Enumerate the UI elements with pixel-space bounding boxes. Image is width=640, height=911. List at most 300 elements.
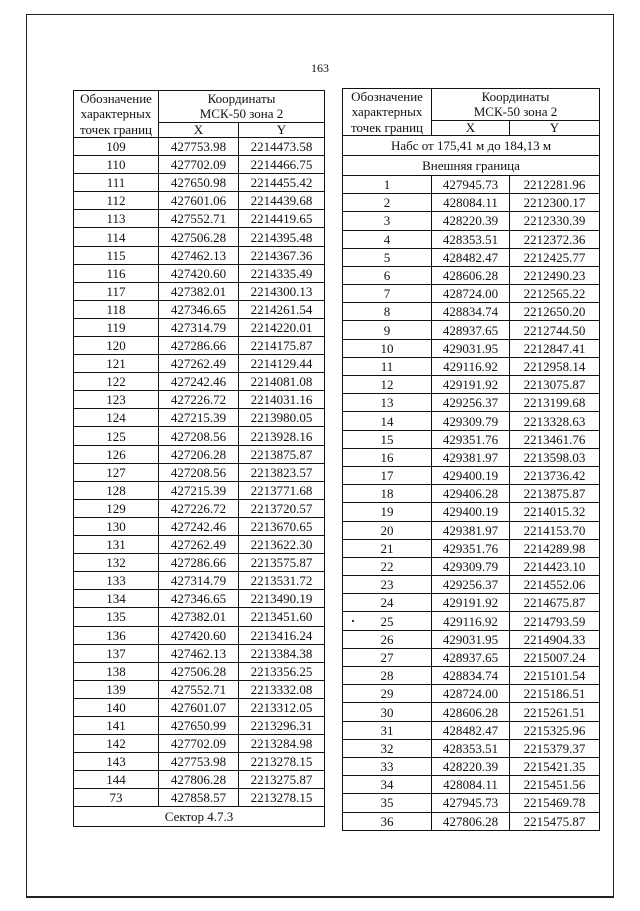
x-coordinate: 427601.06 xyxy=(159,192,239,210)
table-row xyxy=(343,485,600,503)
y-coordinate: 2214793.59 xyxy=(510,612,600,630)
x-coordinate: 427262.49 xyxy=(159,355,239,373)
point-number: 119 xyxy=(74,318,159,336)
table-row xyxy=(343,648,600,666)
point-number: 22 xyxy=(343,557,432,575)
x-coordinate: 427286.66 xyxy=(159,554,239,572)
table-row xyxy=(74,481,325,499)
y-coordinate: 2212565.22 xyxy=(510,285,600,303)
x-coordinate: 428724.00 xyxy=(432,285,510,303)
y-coordinate: 2213598.03 xyxy=(510,448,600,466)
y-coordinate: 2213461.76 xyxy=(510,430,600,448)
y-coordinate: 2215451.56 xyxy=(510,776,600,794)
x-coordinate: 427506.28 xyxy=(159,662,239,680)
y-coordinate: 2214289.98 xyxy=(510,539,600,557)
table-row xyxy=(343,703,600,721)
table-row xyxy=(343,321,600,339)
x-coordinate: 429400.19 xyxy=(432,503,510,521)
x-coordinate: 427552.71 xyxy=(159,210,239,228)
y-coordinate: 2214261.54 xyxy=(239,300,325,318)
x-coordinate: 427753.98 xyxy=(159,137,239,155)
x-coordinate: 427346.65 xyxy=(159,300,239,318)
x-coordinate: 428606.28 xyxy=(432,703,510,721)
y-coordinate: 2213384.38 xyxy=(239,644,325,662)
table-row xyxy=(74,517,325,535)
table-row xyxy=(74,753,325,771)
y-coordinate: 2213928.16 xyxy=(239,427,325,445)
table-row xyxy=(74,318,325,336)
x-coordinate: 427462.13 xyxy=(159,246,239,264)
table-row xyxy=(343,739,600,757)
coordinates-header: Координаты МСК-50 зона 2 xyxy=(159,91,325,123)
x-coordinate: 428482.47 xyxy=(432,721,510,739)
table-row xyxy=(74,355,325,373)
table-row xyxy=(74,300,325,318)
point-number: 34 xyxy=(343,776,432,794)
y-coordinate: 2212425.77 xyxy=(510,248,600,266)
x-coordinate: 429400.19 xyxy=(432,466,510,484)
point-number: 29 xyxy=(343,685,432,703)
table-row xyxy=(74,337,325,355)
table-row xyxy=(343,612,600,630)
table-row xyxy=(74,698,325,716)
y-coordinate: 2213356.25 xyxy=(239,662,325,680)
point-number: 16 xyxy=(343,448,432,466)
table-row xyxy=(343,630,600,648)
y-coordinate: 2213823.57 xyxy=(239,463,325,481)
point-number: 126 xyxy=(74,445,159,463)
coordinates-header: Координаты МСК-50 зона 2 xyxy=(432,89,600,121)
point-number: 121 xyxy=(74,355,159,373)
y-coordinate: 2213980.05 xyxy=(239,409,325,427)
point-number: 25 xyxy=(343,612,432,630)
y-coordinate: 2214031.16 xyxy=(239,391,325,409)
x-coordinate: 427382.01 xyxy=(159,608,239,626)
table-row xyxy=(343,594,600,612)
table-row xyxy=(74,590,325,608)
point-number: 32 xyxy=(343,739,432,757)
table-row xyxy=(343,667,600,685)
x-coordinate: 428220.39 xyxy=(432,757,510,775)
x-coordinate: 429309.79 xyxy=(432,557,510,575)
y-coordinate: 2213670.65 xyxy=(239,517,325,535)
y-coordinate: 2213328.63 xyxy=(510,412,600,430)
point-number: 116 xyxy=(74,264,159,282)
y-coordinate: 2212490.23 xyxy=(510,266,600,284)
point-number: 36 xyxy=(343,812,432,830)
point-number: 118 xyxy=(74,300,159,318)
table-row xyxy=(74,391,325,409)
point-number: 142 xyxy=(74,735,159,753)
table-row xyxy=(74,228,325,246)
designation-header: Обозначение характерных точек границ xyxy=(74,91,159,138)
y-coordinate: 2215469.78 xyxy=(510,794,600,812)
y-coordinate: 2214129.44 xyxy=(239,355,325,373)
point-number: 128 xyxy=(74,481,159,499)
table-row xyxy=(343,466,600,484)
x-coordinate: 427226.72 xyxy=(159,499,239,517)
right-coordinates-table xyxy=(342,88,600,831)
y-coordinate: 2215101.54 xyxy=(510,667,600,685)
x-coordinate: 427806.28 xyxy=(159,771,239,789)
table-row xyxy=(343,721,600,739)
table-row xyxy=(74,373,325,391)
y-coordinate: 2214466.75 xyxy=(239,156,325,174)
x-coordinate: 427702.09 xyxy=(159,735,239,753)
y-coordinate: 2213875.87 xyxy=(510,485,600,503)
point-number: 133 xyxy=(74,572,159,590)
y-coordinate: 2215007.24 xyxy=(510,648,600,666)
point-number: 130 xyxy=(74,517,159,535)
x-header: X xyxy=(432,120,510,135)
y-coordinate: 2215421.35 xyxy=(510,757,600,775)
point-number: 129 xyxy=(74,499,159,517)
x-coordinate: 429031.95 xyxy=(432,630,510,648)
x-coordinate: 427215.39 xyxy=(159,409,239,427)
x-coordinate: 427945.73 xyxy=(432,175,510,193)
y-coordinate: 2214439.68 xyxy=(239,192,325,210)
point-number: 73 xyxy=(74,789,159,807)
x-coordinate: 429256.37 xyxy=(432,576,510,594)
y-coordinate: 2212847.41 xyxy=(510,339,600,357)
y-coordinate: 2214015.32 xyxy=(510,503,600,521)
point-number: 135 xyxy=(74,608,159,626)
x-coordinate: 427208.56 xyxy=(159,463,239,481)
point-number: 120 xyxy=(74,337,159,355)
y-header: Y xyxy=(239,122,325,137)
table-row xyxy=(74,427,325,445)
x-coordinate: 429031.95 xyxy=(432,339,510,357)
table-row xyxy=(343,812,600,830)
outer-boundary-label: Внешняя граница xyxy=(343,155,600,175)
point-number: 21 xyxy=(343,539,432,557)
table-row xyxy=(343,212,600,230)
designation-header: Обозначение характерных точек границ xyxy=(343,89,432,136)
x-coordinate: 427601.07 xyxy=(159,698,239,716)
point-number: 19 xyxy=(343,503,432,521)
y-coordinate: 2214395.48 xyxy=(239,228,325,246)
table-row xyxy=(74,536,325,554)
point-number: 17 xyxy=(343,466,432,484)
y-coordinate: 2213284.98 xyxy=(239,735,325,753)
point-number: 123 xyxy=(74,391,159,409)
point-number: 140 xyxy=(74,698,159,716)
table-row xyxy=(343,557,600,575)
point-number: 10 xyxy=(343,339,432,357)
y-coordinate: 2212744.50 xyxy=(510,321,600,339)
x-coordinate: 428220.39 xyxy=(432,212,510,230)
table-row xyxy=(343,776,600,794)
table-row xyxy=(343,448,600,466)
y-coordinate: 2214904.33 xyxy=(510,630,600,648)
point-number: 109 xyxy=(74,137,159,155)
point-number: 117 xyxy=(74,282,159,300)
y-coordinate: 2214335.49 xyxy=(239,264,325,282)
y-coordinate: 2213332.08 xyxy=(239,680,325,698)
point-number: 7 xyxy=(343,285,432,303)
speck xyxy=(352,620,354,622)
x-coordinate: 428834.74 xyxy=(432,667,510,685)
point-number: 30 xyxy=(343,703,432,721)
x-coordinate: 428724.00 xyxy=(432,685,510,703)
table-row xyxy=(343,794,600,812)
point-number: 143 xyxy=(74,753,159,771)
page-number: 163 xyxy=(311,61,329,75)
point-number: 13 xyxy=(343,394,432,412)
y-coordinate: 2213312.05 xyxy=(239,698,325,716)
y-coordinate: 2214552.06 xyxy=(510,576,600,594)
point-number: 138 xyxy=(74,662,159,680)
table-row xyxy=(74,445,325,463)
point-number: 125 xyxy=(74,427,159,445)
x-coordinate: 427346.65 xyxy=(159,590,239,608)
point-number: 114 xyxy=(74,228,159,246)
x-coordinate: 429116.92 xyxy=(432,357,510,375)
table-row xyxy=(74,156,325,174)
y-header: Y xyxy=(510,120,600,135)
table-row xyxy=(343,394,600,412)
table-row xyxy=(74,174,325,192)
point-number: 33 xyxy=(343,757,432,775)
x-coordinate: 428482.47 xyxy=(432,248,510,266)
x-coordinate: 427262.49 xyxy=(159,536,239,554)
x-coordinate: 429309.79 xyxy=(432,412,510,430)
point-number: 28 xyxy=(343,667,432,685)
x-coordinate: 428937.65 xyxy=(432,648,510,666)
point-number: 23 xyxy=(343,576,432,594)
y-coordinate: 2214175.87 xyxy=(239,337,325,355)
y-coordinate: 2215325.96 xyxy=(510,721,600,739)
point-number: 11 xyxy=(343,357,432,375)
table-row xyxy=(74,608,325,626)
y-coordinate: 2214300.13 xyxy=(239,282,325,300)
x-coordinate: 429381.97 xyxy=(432,448,510,466)
x-header: X xyxy=(159,122,239,137)
point-number: 5 xyxy=(343,248,432,266)
x-coordinate: 427208.56 xyxy=(159,427,239,445)
point-number: 18 xyxy=(343,485,432,503)
table-row xyxy=(343,339,600,357)
x-coordinate: 427206.28 xyxy=(159,445,239,463)
point-number: 12 xyxy=(343,376,432,394)
x-coordinate: 427242.46 xyxy=(159,373,239,391)
x-coordinate: 428084.11 xyxy=(432,776,510,794)
point-number: 8 xyxy=(343,303,432,321)
point-number: 2 xyxy=(343,194,432,212)
table-row xyxy=(74,771,325,789)
x-coordinate: 429381.97 xyxy=(432,521,510,539)
table-row xyxy=(74,210,325,228)
point-number: 115 xyxy=(74,246,159,264)
x-coordinate: 429406.28 xyxy=(432,485,510,503)
table-row xyxy=(343,285,600,303)
table-row xyxy=(343,376,600,394)
point-number: 1 xyxy=(343,175,432,193)
table-row xyxy=(74,192,325,210)
y-coordinate: 2214081.08 xyxy=(239,373,325,391)
table-row xyxy=(343,685,600,703)
point-number: 137 xyxy=(74,644,159,662)
table-row xyxy=(343,230,600,248)
table-row xyxy=(74,282,325,300)
table-row xyxy=(343,539,600,557)
sector-label: Сектор 4.7.3 xyxy=(74,807,325,827)
y-coordinate: 2213771.68 xyxy=(239,481,325,499)
point-number: 35 xyxy=(343,794,432,812)
y-coordinate: 2212300.17 xyxy=(510,194,600,212)
y-coordinate: 2213275.87 xyxy=(239,771,325,789)
y-coordinate: 2212281.96 xyxy=(510,175,600,193)
point-number: 132 xyxy=(74,554,159,572)
point-number: 27 xyxy=(343,648,432,666)
y-coordinate: 2214423.10 xyxy=(510,557,600,575)
table-row xyxy=(343,194,600,212)
y-coordinate: 2212372.36 xyxy=(510,230,600,248)
left-coordinates-table xyxy=(73,90,325,827)
y-coordinate: 2214367.36 xyxy=(239,246,325,264)
point-number: 113 xyxy=(74,210,159,228)
x-coordinate: 428937.65 xyxy=(432,321,510,339)
table-row xyxy=(343,576,600,594)
point-number: 31 xyxy=(343,721,432,739)
point-number: 6 xyxy=(343,266,432,284)
height-range-label: Набс от 175,41 м до 184,13 м xyxy=(343,135,600,155)
table-row xyxy=(74,264,325,282)
point-number: 124 xyxy=(74,409,159,427)
y-coordinate: 2213199.68 xyxy=(510,394,600,412)
y-coordinate: 2214455.42 xyxy=(239,174,325,192)
table-row xyxy=(74,137,325,155)
x-coordinate: 429116.92 xyxy=(432,612,510,630)
y-coordinate: 2215379.37 xyxy=(510,739,600,757)
y-coordinate: 2213075.87 xyxy=(510,376,600,394)
point-number: 131 xyxy=(74,536,159,554)
point-number: 14 xyxy=(343,412,432,430)
x-coordinate: 427420.60 xyxy=(159,264,239,282)
point-number: 139 xyxy=(74,680,159,698)
y-coordinate: 2215186.51 xyxy=(510,685,600,703)
table-row xyxy=(74,716,325,734)
y-coordinate: 2213736.42 xyxy=(510,466,600,484)
table-row xyxy=(74,246,325,264)
table-row xyxy=(343,357,600,375)
y-coordinate: 2215261.51 xyxy=(510,703,600,721)
x-coordinate: 427858.57 xyxy=(159,789,239,807)
y-coordinate: 2214153.70 xyxy=(510,521,600,539)
y-coordinate: 2213531.72 xyxy=(239,572,325,590)
y-coordinate: 2212330.39 xyxy=(510,212,600,230)
table-row xyxy=(343,266,600,284)
x-coordinate: 427286.66 xyxy=(159,337,239,355)
table-row xyxy=(343,757,600,775)
point-number: 20 xyxy=(343,521,432,539)
point-number: 15 xyxy=(343,430,432,448)
point-number: 127 xyxy=(74,463,159,481)
point-number: 9 xyxy=(343,321,432,339)
table-row xyxy=(74,463,325,481)
point-number: 4 xyxy=(343,230,432,248)
table-row xyxy=(74,644,325,662)
y-coordinate: 2213416.24 xyxy=(239,626,325,644)
y-coordinate: 2213575.87 xyxy=(239,554,325,572)
point-number: 26 xyxy=(343,630,432,648)
table-row xyxy=(74,662,325,680)
x-coordinate: 429256.37 xyxy=(432,394,510,412)
table-row xyxy=(343,248,600,266)
y-coordinate: 2213490.19 xyxy=(239,590,325,608)
y-coordinate: 2212650.20 xyxy=(510,303,600,321)
table-row xyxy=(74,409,325,427)
y-coordinate: 2214220.01 xyxy=(239,318,325,336)
x-coordinate: 427226.72 xyxy=(159,391,239,409)
x-coordinate: 427420.60 xyxy=(159,626,239,644)
y-coordinate: 2213720.57 xyxy=(239,499,325,517)
y-coordinate: 2214473.58 xyxy=(239,137,325,155)
table-row xyxy=(74,554,325,572)
y-coordinate: 2214419.65 xyxy=(239,210,325,228)
x-coordinate: 428353.51 xyxy=(432,739,510,757)
x-coordinate: 427462.13 xyxy=(159,644,239,662)
point-number: 112 xyxy=(74,192,159,210)
x-coordinate: 427506.28 xyxy=(159,228,239,246)
x-coordinate: 428606.28 xyxy=(432,266,510,284)
table-row xyxy=(74,626,325,644)
x-coordinate: 427382.01 xyxy=(159,282,239,300)
y-coordinate: 2213278.15 xyxy=(239,753,325,771)
point-number: 110 xyxy=(74,156,159,174)
point-number: 111 xyxy=(74,174,159,192)
x-coordinate: 427945.73 xyxy=(432,794,510,812)
y-coordinate: 2213875.87 xyxy=(239,445,325,463)
table-row xyxy=(74,499,325,517)
table-row xyxy=(74,789,325,807)
point-number: 136 xyxy=(74,626,159,644)
y-coordinate: 2213296.31 xyxy=(239,716,325,734)
x-coordinate: 429191.92 xyxy=(432,376,510,394)
x-coordinate: 429351.76 xyxy=(432,430,510,448)
y-coordinate: 2214675.87 xyxy=(510,594,600,612)
x-coordinate: 429351.76 xyxy=(432,539,510,557)
point-number: 122 xyxy=(74,373,159,391)
x-coordinate: 428084.11 xyxy=(432,194,510,212)
x-coordinate: 427753.98 xyxy=(159,753,239,771)
x-coordinate: 427314.79 xyxy=(159,572,239,590)
table-row xyxy=(74,735,325,753)
table-row xyxy=(343,175,600,193)
point-number: 141 xyxy=(74,716,159,734)
table-row xyxy=(343,503,600,521)
point-number: 134 xyxy=(74,590,159,608)
table-row xyxy=(343,430,600,448)
x-coordinate: 429191.92 xyxy=(432,594,510,612)
x-coordinate: 427552.71 xyxy=(159,680,239,698)
x-coordinate: 427314.79 xyxy=(159,318,239,336)
x-coordinate: 427215.39 xyxy=(159,481,239,499)
table-row xyxy=(343,412,600,430)
x-coordinate: 427806.28 xyxy=(432,812,510,830)
point-number: 3 xyxy=(343,212,432,230)
x-coordinate: 427650.99 xyxy=(159,716,239,734)
y-coordinate: 2213278.15 xyxy=(239,789,325,807)
point-number: 144 xyxy=(74,771,159,789)
table-row xyxy=(343,303,600,321)
y-coordinate: 2213451.60 xyxy=(239,608,325,626)
table-row xyxy=(74,572,325,590)
x-coordinate: 428353.51 xyxy=(432,230,510,248)
point-number: 24 xyxy=(343,594,432,612)
y-coordinate: 2213622.30 xyxy=(239,536,325,554)
x-coordinate: 427650.98 xyxy=(159,174,239,192)
